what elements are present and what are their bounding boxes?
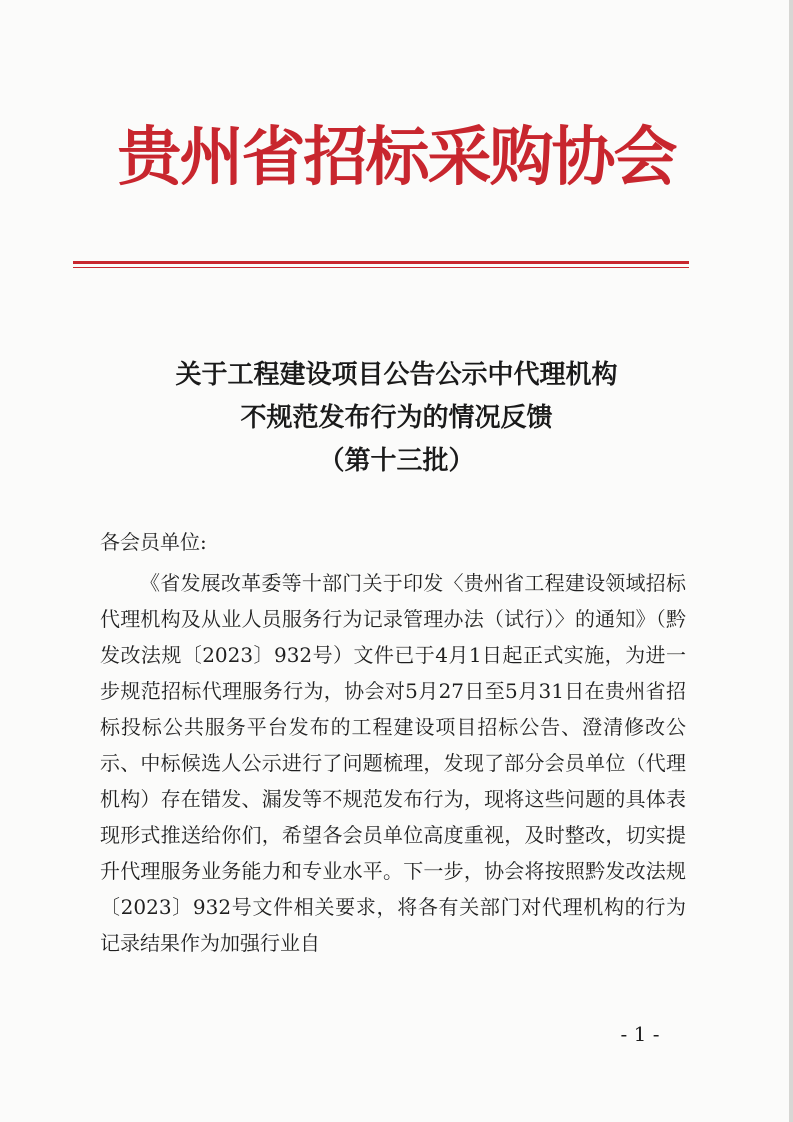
masthead-rule-thin <box>73 267 689 268</box>
organization-masthead: 贵州省招标采购协会 <box>117 120 676 195</box>
body-paragraph: 《省发展改革委等十部门关于印发〈贵州省工程建设领域招标代理机构及从业人员服务行为记录管理办法（试行）〉的通知》（黔发改法规〔2023〕932号）文件已于4月1日起正式实施，为进一步规范招标代理服务行为，协会对5月27日至5月31日在贵州省招标投标公共服务平台发布的工程建设项目招标公告、澄清修改公示、中标候选人公示进行了问题梳理，发现了部分会员单位（代理机构）存在错发、漏发等不规范发布行为，现将这些问题的具体表现形式推送给你们，希望各会员单位高度重视，及时整改，切实提升代理服务业务能力和专业水平。下一步，协会将按照黔发改法规〔2023〕932号文件相关要求，将各有关部门对代理机构的行为记录结果作为加强行业自 <box>100 571 686 955</box>
document-title-batch: （第十三批） <box>318 446 475 476</box>
document-title-line1: 关于工程建设项目公告公示中代理机构 <box>175 360 618 390</box>
document-title-line2: 不规范发布行为的情况反馈 <box>240 403 553 433</box>
salutation: 各会员单位: <box>100 530 207 554</box>
page-number: - 1 - <box>620 1022 660 1046</box>
masthead-rule-thick <box>73 261 689 264</box>
scan-edge <box>789 0 793 1122</box>
